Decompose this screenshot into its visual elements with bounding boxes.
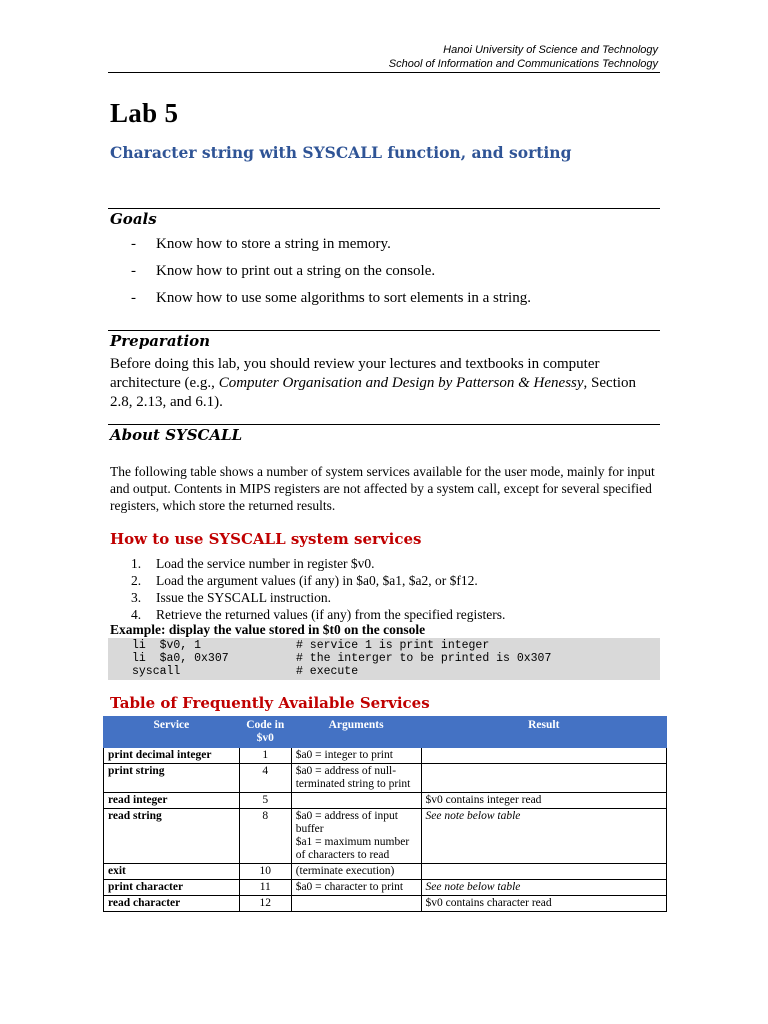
code-instr: syscall	[132, 665, 181, 678]
book-title: Computer Organisation and Design by Patterson & Henessy	[218, 375, 584, 391]
service-result	[421, 748, 666, 764]
service-args	[291, 793, 421, 809]
service-code: 11	[239, 880, 291, 896]
table-row	[104, 864, 667, 880]
service-result: See note below table	[421, 880, 666, 896]
service-name: print string	[104, 764, 240, 793]
steps-list	[131, 555, 505, 623]
header-school: School of Information and Communications Technology	[388, 58, 658, 70]
service-args: $a0 = address of input buffer $a1 = maximum number of characters to read	[291, 809, 421, 864]
page-subtitle: Character string with SYSCALL function, and sorting	[110, 143, 572, 162]
service-result: See note below table	[421, 809, 666, 864]
how-to-heading: How to use SYSCALL system services	[110, 530, 422, 548]
page-title: Lab 5	[110, 98, 179, 128]
service-args: (terminate execution)	[291, 864, 421, 880]
code-comment: # execute	[296, 665, 359, 678]
goals-list	[131, 234, 531, 315]
service-code: 1	[239, 748, 291, 764]
header-university: Hanoi University of Science and Technology	[443, 44, 658, 56]
service-name: print character	[104, 880, 240, 896]
service-code: 10	[239, 864, 291, 880]
service-result: $v0 contains character read	[421, 896, 666, 912]
about-rule	[108, 424, 660, 425]
service-result	[421, 864, 666, 880]
table-row	[104, 809, 667, 864]
column-header: Result	[421, 717, 666, 748]
example-label: Example: display the value stored in $t0 on the console	[110, 622, 426, 637]
goal-text: Know how to store a string in memory.	[156, 236, 391, 252]
services-heading: Table of Frequently Available Services	[110, 694, 430, 712]
table-row	[104, 793, 667, 809]
step-item: 4. Retrieve the returned values (if any) from the specified registers.	[131, 607, 506, 622]
code-instr: li $a0, 0x307	[132, 652, 229, 665]
about-paragraph: The following table shows a number of system services available for the user mode, mainly for input and output. Contents in MIPS registers are not affected by a system call, except for several specified registers, which store the returned results.	[110, 464, 655, 513]
service-name: exit	[104, 864, 240, 880]
table-row	[104, 896, 667, 912]
step-item: 1. Load the service number in register $v0.	[131, 556, 375, 571]
about-heading: About SYSCALL	[110, 426, 243, 444]
goal-text: Know how to use some algorithms to sort elements in a string.	[156, 290, 531, 306]
step-item: 2. Load the argument values (if any) in $a0, $a1, $a2, or $f12.	[131, 573, 478, 588]
code-instr: li $v0, 1	[132, 639, 202, 652]
column-header: Service	[104, 717, 240, 748]
column-header: Arguments	[291, 717, 421, 748]
step-item: 3. Issue the SYSCALL instruction.	[131, 590, 331, 605]
service-name: read string	[104, 809, 240, 864]
service-args: $a0 = character to print	[291, 880, 421, 896]
table-header-row	[104, 717, 667, 748]
service-name: print decimal integer	[104, 748, 240, 764]
preparation-text: Before doing this lab, you should review your lectures and textbooks in computer architecture (e.g., Computer Organisation and Design by Patterson & Henessy, Section 2.8, 2.13, and 6.1).	[110, 356, 637, 410]
header-rule	[108, 72, 660, 73]
service-result	[421, 764, 666, 793]
goal-item: - Know how to store a string in memory.	[131, 236, 391, 252]
goals-heading: Goals	[110, 210, 157, 228]
service-code: 5	[239, 793, 291, 809]
column-header: Code in $v0	[239, 717, 291, 748]
goal-text: Know how to print out a string on the console.	[156, 263, 436, 279]
services-table	[103, 716, 667, 912]
code-comment: # the interger to be printed is 0x307	[296, 652, 552, 665]
goal-item: - Know how to print out a string on the console.	[131, 263, 436, 279]
goals-rule	[108, 208, 660, 209]
service-args: $a0 = address of null-terminated string to print	[291, 764, 421, 793]
service-args	[291, 896, 421, 912]
service-name: read character	[104, 896, 240, 912]
service-code: 8	[239, 809, 291, 864]
table-row	[104, 880, 667, 896]
service-args: $a0 = integer to print	[291, 748, 421, 764]
service-code: 4	[239, 764, 291, 793]
goal-item: - Know how to use some algorithms to sort elements in a string.	[131, 290, 531, 306]
code-block	[108, 638, 660, 680]
preparation-heading: Preparation	[110, 332, 211, 350]
preparation-rule	[108, 330, 660, 331]
code-comment: # service 1 is print integer	[296, 639, 490, 652]
table-row	[104, 748, 667, 764]
service-name: read integer	[104, 793, 240, 809]
service-code: 12	[239, 896, 291, 912]
table-row	[104, 764, 667, 793]
service-result: $v0 contains integer read	[421, 793, 666, 809]
